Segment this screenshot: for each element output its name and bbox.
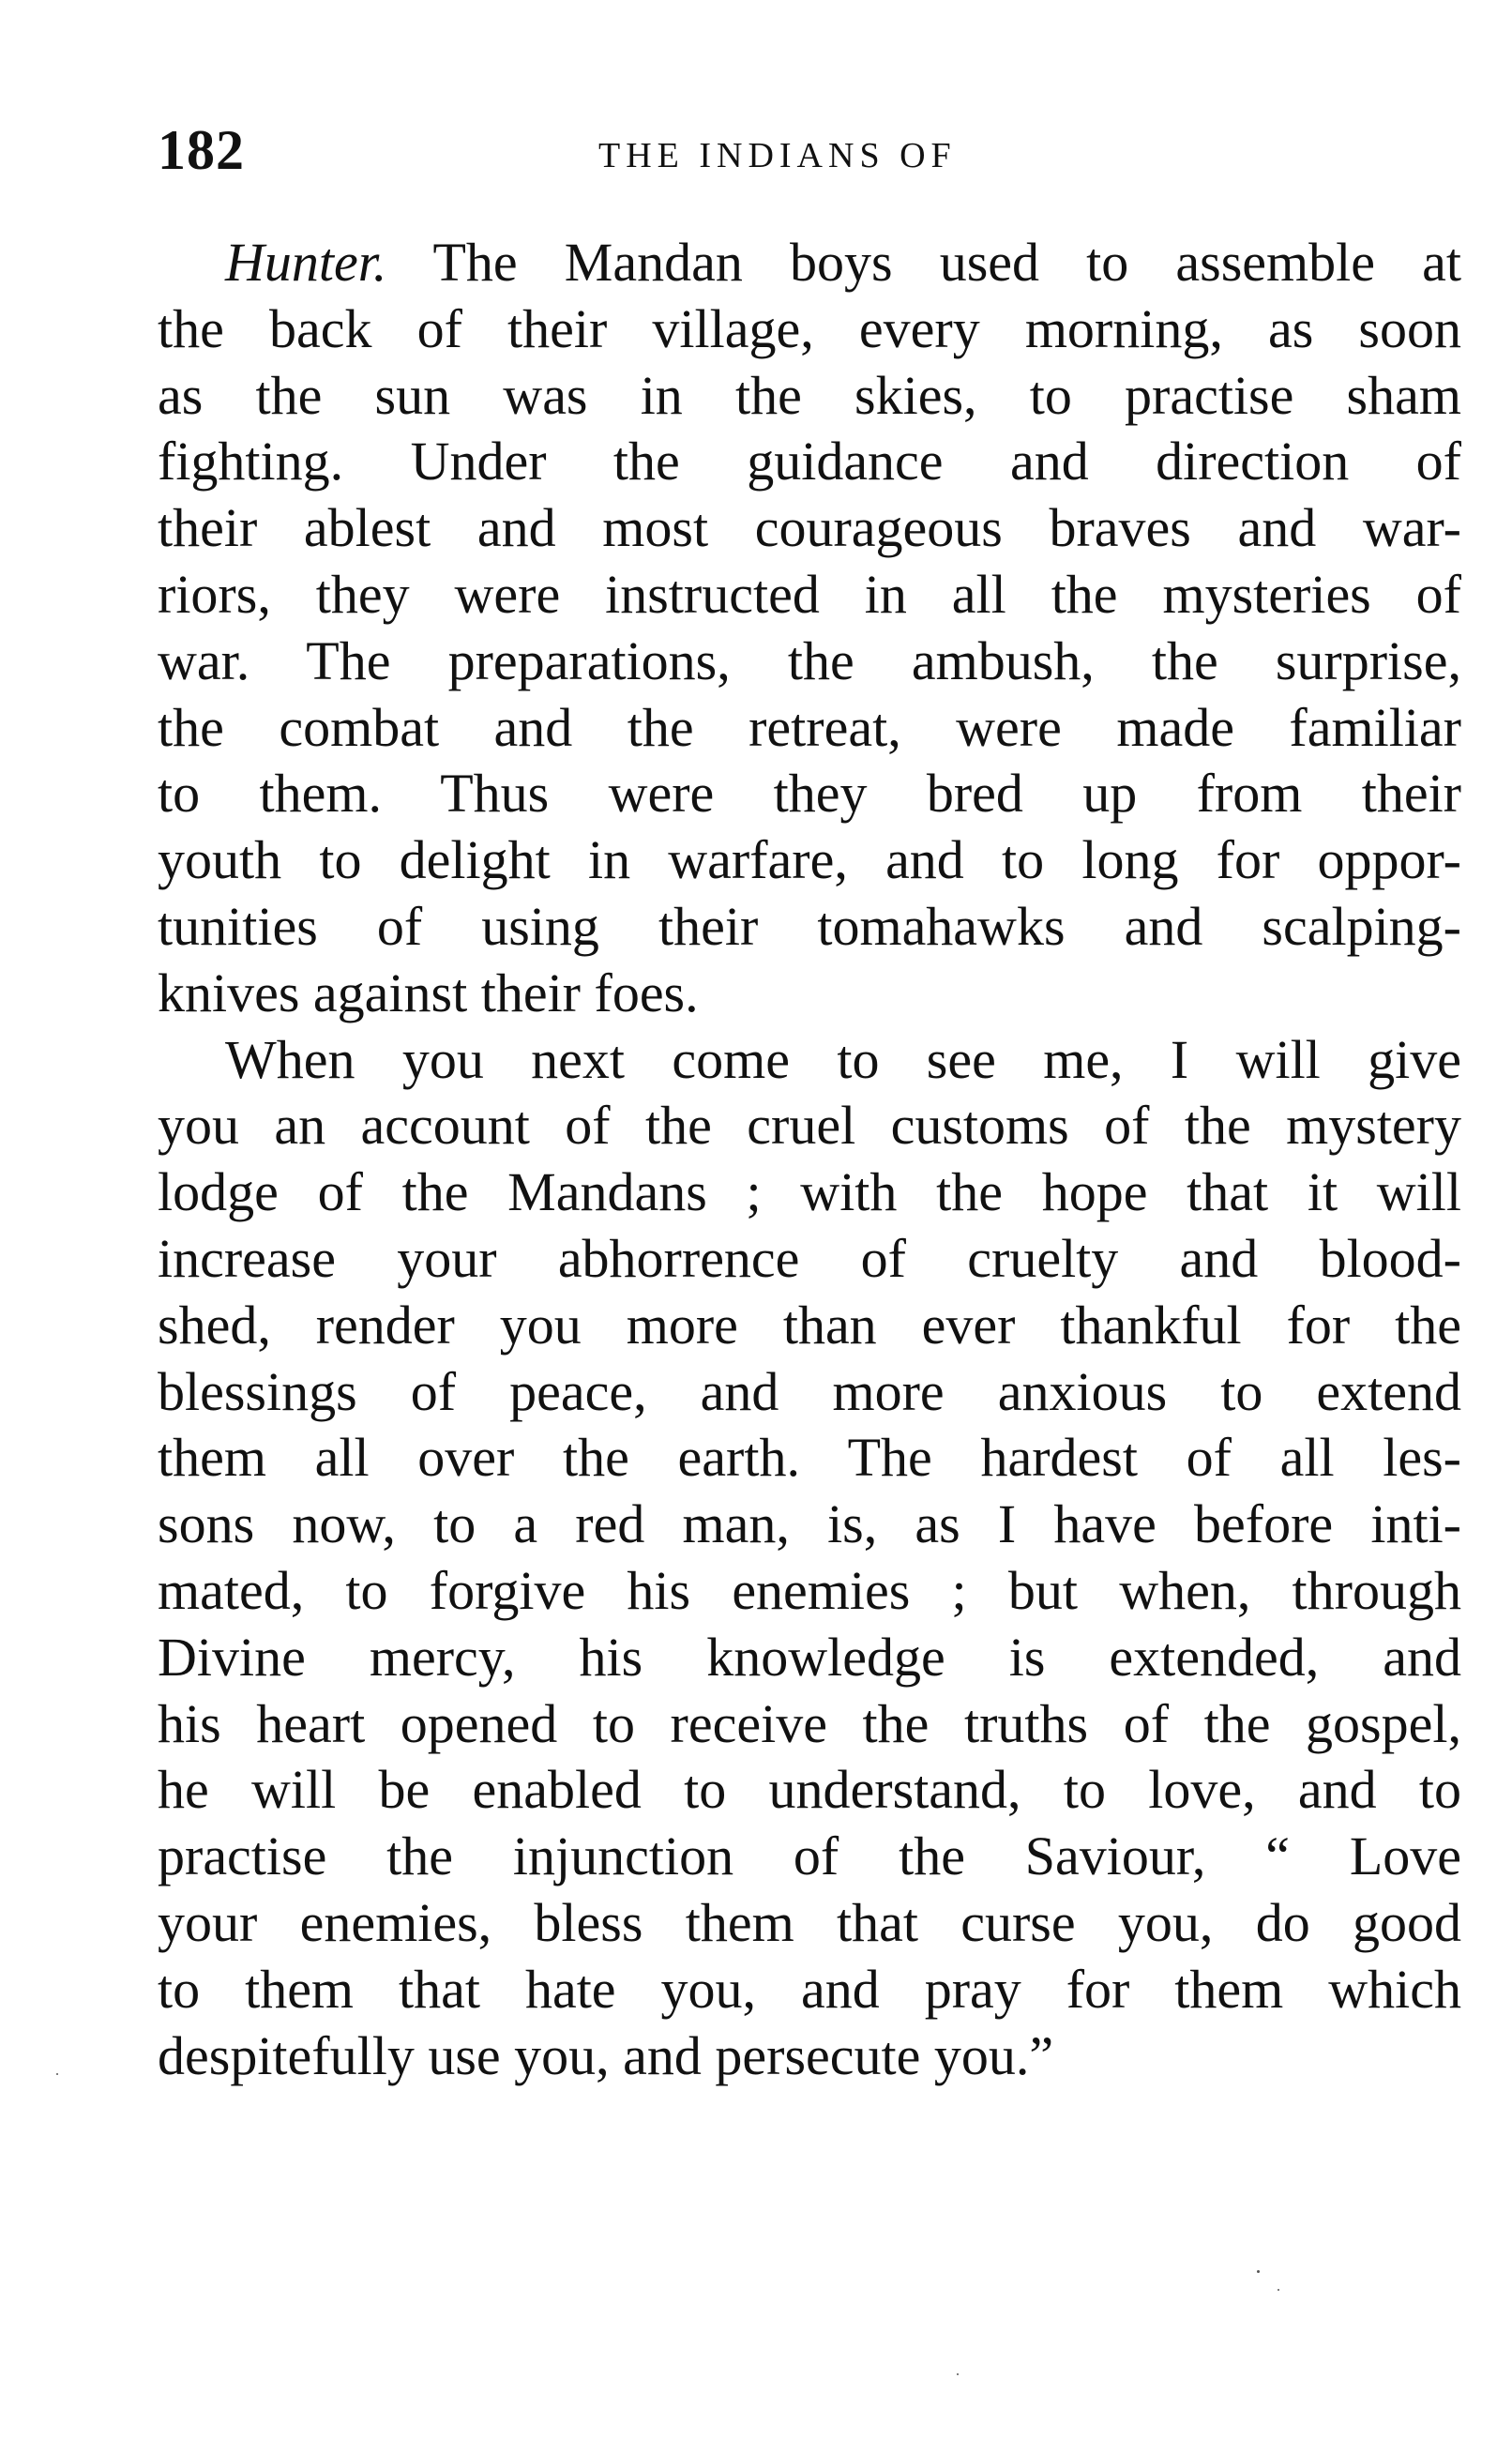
text-line: When you next come to see me, I will give [225,1028,1461,1090]
text-line: riors, they were instructed in all the mysteries of [158,563,1461,625]
page-number: 182 [158,119,245,181]
paragraph-1 [158,230,1461,1027]
text-line: fighting. Under the guidance and direction of [158,431,1461,492]
line-text: The Mandan boys used to assemble at [386,232,1461,293]
running-title: THE INDIANS OF [598,136,957,175]
text-line: Divine mercy, his knowledge is extended, and [158,1626,1461,1688]
text-line: increase your abhorrence of cruelty and blood- [158,1227,1461,1289]
text-line: as the sun was in the skies, to practise sham [158,364,1461,426]
text-line: sons now, to a red man, is, as I have before inti- [158,1493,1461,1555]
text-line: to them. Thus were they bred up from their [158,763,1461,825]
scan-speck [957,2373,959,2375]
text-line: the combat and the retreat, were made familiar [158,696,1461,758]
italic-lead-word: Hunter. [225,232,387,293]
text-line: practise the injunction of the Saviour, “ Love [158,1825,1461,1887]
text-line: their ablest and most courageous braves and war- [158,497,1461,559]
page-header [158,113,1461,188]
text-line: he will be enabled to understand, to love, and to [158,1759,1461,1821]
text-line [158,230,1461,296]
text-line: war. The preparations, the ambush, the surprise, [158,629,1461,691]
text-line: despitefully use you, and persecute you.” [158,2024,1054,2086]
text-line: you an account of the cruel customs of the mystery [158,1095,1461,1157]
scan-speck [56,2073,58,2075]
text-line: blessings of peace, and more anxious to extend [158,1360,1461,1422]
text-line: his heart opened to receive the truths of the gospel, [158,1692,1461,1754]
text-line: tunities of using their tomahawks and scalping- [158,895,1461,957]
text-line: the back of their village, every morning, as soon [158,297,1461,359]
text-line: shed, render you more than ever thankful for the [158,1294,1461,1356]
text-line: to them that hate you, and pray for them which [158,1958,1461,2020]
body-text [158,230,1461,2089]
text-line: lodge of the Mandans ; with the hope that it will [158,1161,1461,1223]
text-line: youth to delight in warfare, and to long for oppor- [158,829,1461,891]
scan-speck [1257,2270,1260,2273]
text-line: knives against their foes. [158,962,699,1023]
text-line: your enemies, bless them that curse you, do good [158,1891,1461,1953]
text-line: them all over the earth. The hardest of all les- [158,1427,1461,1489]
text-line: mated, to forgive his enemies ; but when, through [158,1559,1461,1621]
scan-speck [1278,2289,1279,2291]
paragraph-2 [158,1027,1461,2090]
